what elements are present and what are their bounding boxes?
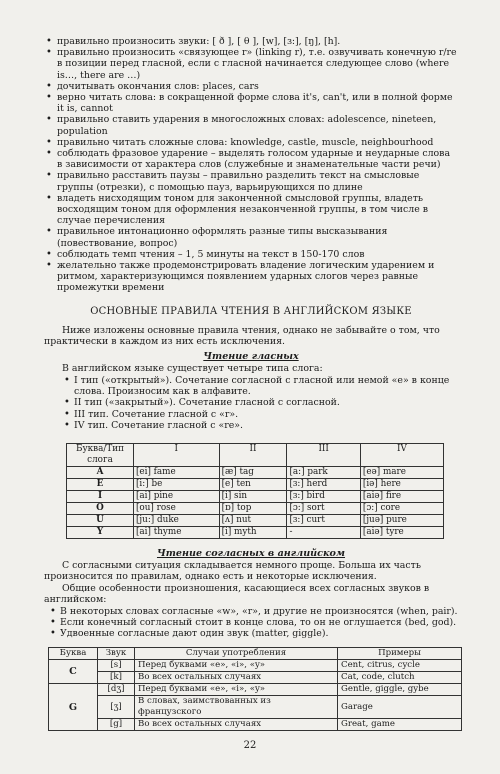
table-cell: [i] sin (219, 490, 287, 502)
table-cell: Во всех остальных случаях (135, 672, 338, 684)
table-cell: [ju:] duke (134, 514, 220, 526)
table-cell: Cent, citrus, cycle (338, 660, 462, 672)
list-item: • Если конечный согласный стоит в конце слова, то он не оглушается (bed, god). (50, 617, 458, 628)
table-header-row (67, 443, 444, 466)
consonants-heading: Чтение согласных в английском (156, 547, 346, 559)
table-cell: Gentle, giggle, gybe (338, 684, 462, 696)
list-item: • правильно читать сложные слова: knowledge, castle, muscle, neighbourhood (44, 137, 458, 148)
table-row (67, 526, 444, 538)
column-header: Случаи употребления (135, 648, 338, 660)
table-cell: В словах, заимствованных из французского (135, 696, 338, 719)
list-item: • Удвоенные согласные дают один звук (matter, giggle). (50, 628, 458, 639)
table-row (49, 672, 462, 684)
table-cell: [ai] pine (134, 490, 220, 502)
consonants-paragraph: С согласными ситуация складывается немного проще. Больша их часть произносится по правилам, однако есть и некоторые исключения. (44, 559, 421, 583)
table-row (49, 684, 462, 696)
table-cell: [i] myth (219, 526, 287, 538)
table-cell: [æ] tag (219, 466, 287, 478)
table-cell: [ɒ] top (219, 502, 287, 514)
column-header: Звук (98, 648, 135, 660)
vowels-table (66, 443, 444, 539)
table-cell: [ɔ:] core (360, 502, 443, 514)
consonants-paragraph: Общие особенности произношения, касающиеся всех согласных звуков в английском: (44, 582, 430, 606)
table-cell: [ɜ:] herd (287, 478, 360, 490)
table-row (67, 466, 444, 478)
table-cell: [ɔ:] sort (287, 502, 360, 514)
table-cell: [juə] pure (360, 514, 443, 526)
list-item: • соблюдать фразовое ударение – выделять голосом ударные и неударные слова в зависимости от характера слов (служебные и знаменательные части речи) (44, 148, 458, 170)
column-header: II (219, 443, 287, 466)
list-item: • правильно произносить «связующее r» (linking r), т.е. озвучивать конечную r/re в позиции перед гласной, если с гласной начинается следующее слово (where is…, there are …) (44, 47, 458, 81)
table-cell: [ai] thyme (134, 526, 220, 538)
table-cell: E (67, 478, 134, 490)
table-cell: [i:] be (134, 478, 220, 490)
table-row (67, 502, 444, 514)
table-row (49, 719, 462, 731)
column-header: IV (360, 443, 443, 466)
reading-skills-list (44, 36, 458, 294)
column-header: Примеры (338, 648, 462, 660)
list-item: • правильно ставить ударения в многосложных словах: adolescence, nineteen, population (44, 114, 458, 136)
intro-paragraph: Ниже изложены основные правила чтения, однако не забывайте о том, что практически в каждом из них есть исключения. (44, 324, 440, 348)
list-item: • соблюдать темп чтения – 1, 5 минуты на текст в 150-170 слов (44, 249, 458, 260)
table-cell: [s] (98, 660, 135, 672)
table-cell: [ʌ] nut (219, 514, 287, 526)
list-item: • II тип («закрытый»). Сочетание гласной с согласной. (64, 397, 458, 408)
table-cell: [iə] here (360, 478, 443, 490)
table-cell: U (67, 514, 134, 526)
table-cell: G (49, 684, 98, 731)
list-item: • В некоторых словах согласные «w», «r», и другие не произносятся (when, pair). (50, 606, 458, 617)
list-item: • IV тип. Сочетание гласной с «re». (64, 420, 458, 431)
list-item: • дочитывать окончания слов: places, cars (44, 81, 458, 92)
table-cell: A (67, 466, 134, 478)
table-cell: I (67, 490, 134, 502)
table-cell: [aiə] tyre (360, 526, 443, 538)
list-item: • правильно произносить звуки: [ ð ], [ θ ], [w], [ɜ:], [ŋ], [h]. (44, 36, 458, 47)
table-cell: [ɜ:] bird (287, 490, 360, 502)
table-cell: [ʒ] (98, 696, 135, 719)
table-cell: Перед буквами «e», «i», «y» (135, 684, 338, 696)
table-cell: [aiə] fire (360, 490, 443, 502)
table-cell: Garage (338, 696, 462, 719)
table-cell: Перед буквами «e», «i», «y» (135, 660, 338, 672)
table-cell: [ei] fame (134, 466, 220, 478)
list-item: • I тип («открытый»). Сочетание согласной с гласной или немой «е» в конце слова. Произносим как в алфавите. (64, 375, 458, 397)
column-header: I (134, 443, 220, 466)
syllable-types-list (64, 375, 458, 431)
table-cell: Great, game (338, 719, 462, 731)
table-cell: - (287, 526, 360, 538)
section-title: ОСНОВНЫЕ ПРАВИЛА ЧТЕНИЯ В АНГЛИЙСКОМ ЯЗЫКЕ (90, 305, 412, 317)
column-header: III (287, 443, 360, 466)
table-cell: [e] ten (219, 478, 287, 490)
table-cell: [ɜ:] curt (287, 514, 360, 526)
vowels-lead: В английском языке существует четыре типа слога: (62, 363, 323, 375)
table-cell: [eə] mare (360, 466, 443, 478)
list-item: • желательно также продемонстрировать владение логическим ударением и ритмом, характеризующимся появлением ударных слогов через равные промежутки времени (44, 260, 458, 294)
column-header: Буква/Тип слога (67, 443, 134, 466)
list-item: • III тип. Сочетание гласной с «r». (64, 409, 458, 420)
table-header-row (49, 648, 462, 660)
table-cell: [a:] park (287, 466, 360, 478)
table-cell: [g] (98, 719, 135, 731)
table-row (49, 660, 462, 672)
table-row (67, 514, 444, 526)
table-cell: Cat, code, clutch (338, 672, 462, 684)
table-cell: [ou] rose (134, 502, 220, 514)
table-cell: [k] (98, 672, 135, 684)
table-cell: Во всех остальных случаях (135, 719, 338, 731)
column-header: Буква (49, 648, 98, 660)
list-item: • верно читать слова: в сокращенной форме слова it's, can't, или в полной форме it is, cannot (44, 92, 458, 114)
list-item: • правильное интонационно оформлять разные типы высказывания (повествование, вопрос) (44, 226, 458, 248)
vowels-heading: Чтение гласных (203, 351, 299, 363)
table-row (67, 490, 444, 502)
page-number: 22 (243, 740, 257, 751)
table-row (49, 696, 462, 719)
consonants-table (48, 647, 462, 731)
list-item: • владеть нисходящим тоном для законченной смысловой группы, владеть восходящим тоном для оформления незаконченной группы, в том числе в случае перечисления (44, 193, 458, 227)
consonant-rules-list (50, 606, 458, 640)
table-cell: [dʒ] (98, 684, 135, 696)
table-cell: O (67, 502, 134, 514)
list-item: • правильно расставить паузы – правильно разделить текст на смысловые группы (отрезки), с помощью пауз, варьирующихся по длине (44, 170, 458, 192)
table-cell: Y (67, 526, 134, 538)
table-cell: C (49, 660, 98, 684)
table-row (67, 478, 444, 490)
